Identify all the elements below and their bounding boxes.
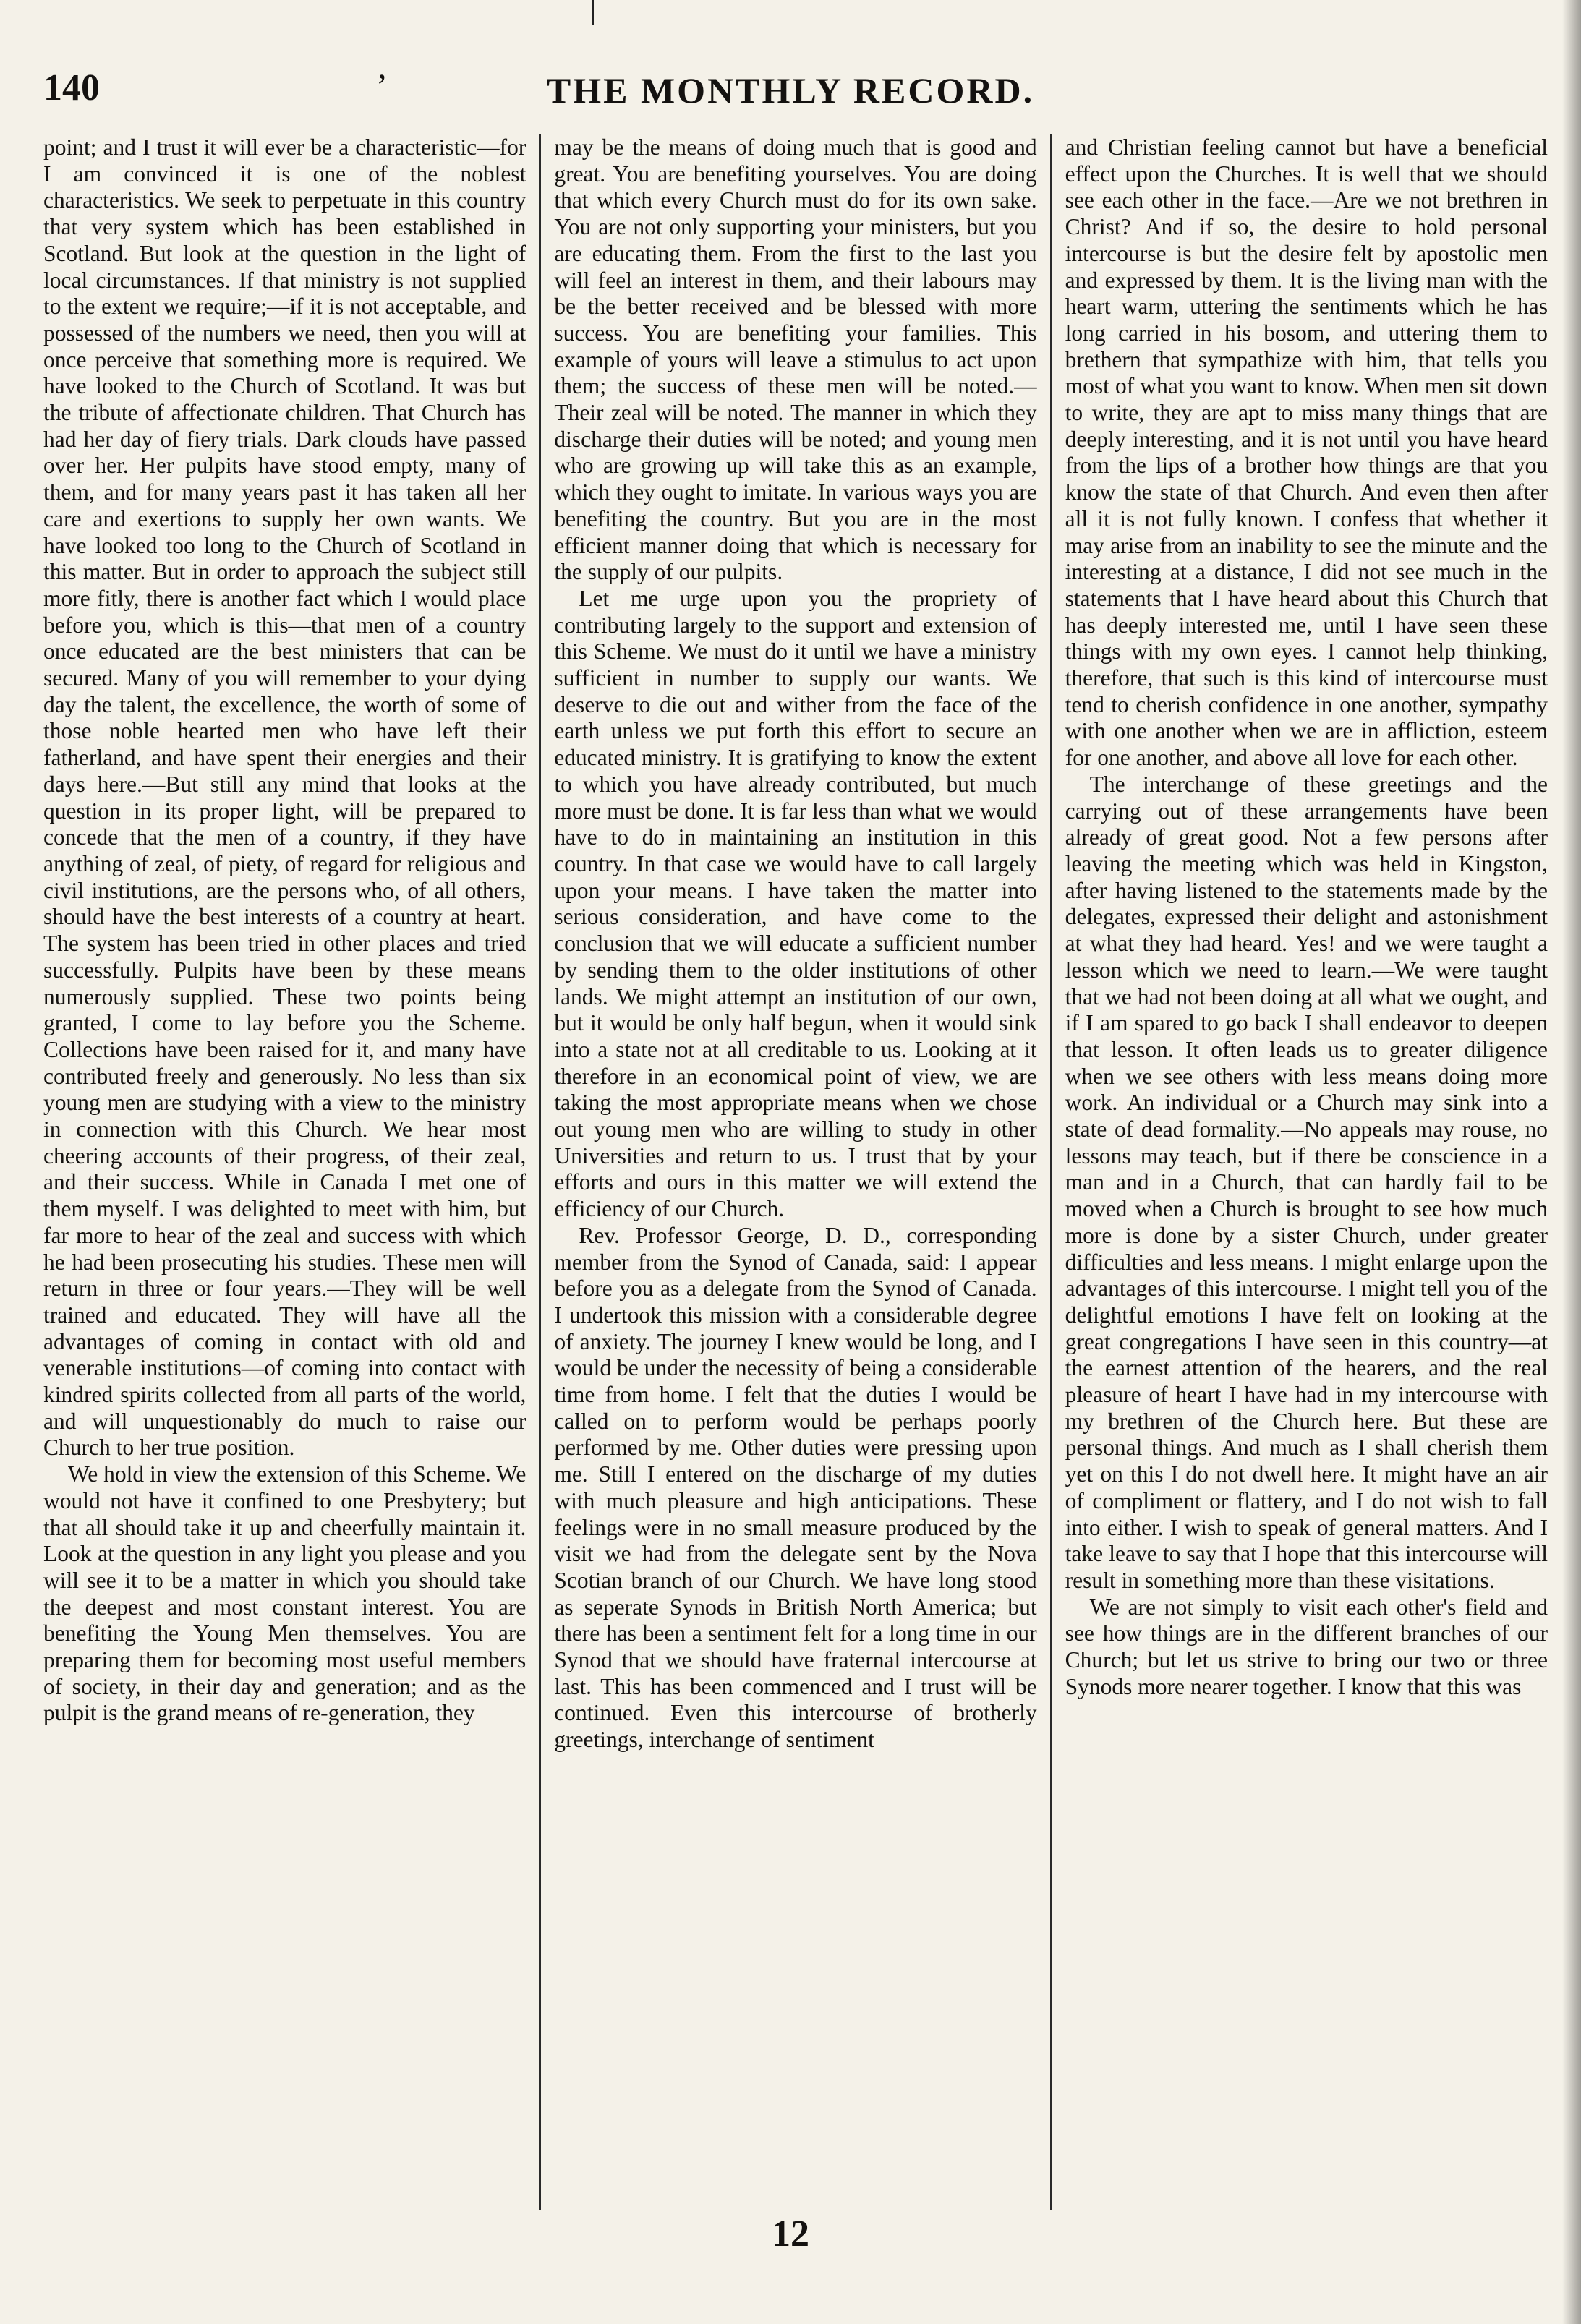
- paragraph: may be the means of doing much that is good and great. You are benefiting yourselves. You are doing that which every Church must do for its own sake. You are not only supporting your ministers, but you are educating them. From the first to the last you will feel an interest in them, and their labours may be the better received and be blessed with more success. You are benefiting your families. This example of yours will leave a stimulus to act upon them; the success of these men will be noted.—Their zeal will be noted. The manner in which they discharge their duties will be noted; and young men who are growing up will take this as an example, which they ought to imitate. In various ways you are benefiting the country. But you are in the most efficient manner doing that which is necessary for the supply of our pulpits.: [554, 134, 1037, 585]
- column-1: [43, 134, 526, 2210]
- paragraph: and Christian feeling cannot but have a beneficial effect upon the Churches. It is well that we should see each other in the face.—Are we not brethren in Christ? And if so, the desire to hold personal intercourse is but the desire felt by apostolic men and expressed by them. It is the living man with the heart warm, uttering the sentiments which he has long carried in his bosom, and uttering them to brethern that sympathize with him, that tells you most of what you want to know. When men sit down to write, they are apt to miss many things that are deeply interesting, and it is not until you have heard from the lips of a brother how things are that you know the state of that Church. And even then after all it is not fully known. I confess that whether it may arise from an inability to see the minute and the interesting at a distance, I did not see much in the statements that I have heard about this Church that has deeply interested me, until I have seen these things with my own eyes. I cannot help thinking, therefore, that such is this kind of intercourse must tend to cherish confidence in one another, sympathy with one another when we are in affliction, esteem for one another, and above all love for each other.: [1065, 134, 1548, 771]
- paragraph: point; and I trust it will ever be a characteristic—for I am convinced it is one of the noblest characteristics. We seek to perpetuate in this country that very system which has been established in Scotland. But look at the question in the light of local circumstances. If that ministry is not supplied to the extent we require;—if it is not acceptable, and possessed of the numbers we need, then you will at once perceive that something more is required. We have looked to the Church of Scotland. It was but the tribute of affectionate children. That Church has had her day of fiery trials. Dark clouds have passed over her. Her pulpits have stood empty, many of them, and for many years past it has taken all her care and exertions to supply her own wants. We have looked too long to the Church of Scotland in this matter. But in order to approach the subject still more fitly, there is another fact which I would place before you, which is this—that men of a country once educated are the best ministers that can be secured. Many of you will remember to your dying day the talent, the excellence, the worth of some of those noble hearted men who have left their fatherland, and have spent their energies and their days here.—But still any mind that looks at the question in its proper light, will be prepared to concede that the men of a country, if they have anything of zeal, of piety, of regard for religious and civil institutions, are the persons who, of all others, should have the best interests of a country at heart. The system has been tried in other places and tried successfully. Pulpits have been by these means numerously supplied. These two points being granted, I come to lay before you the Scheme. Collections have been raised for it, and many have contributed freely and generously. No less than six young men are studying with a view to the ministry in connection with this Church. We hear most cheering accounts of their progress, of their zeal, and their success. While in Canada I met one of them myself. I was delighted to meet with him, but far more to hear of the zeal and success with which he had been prosecuting his studies. These men will return in three or four years.—They will be well trained and educated. They will have all the advantages of coming in contact with old and venerable institutions—of coming into contact with kindred spirits collected from all parts of the world, and will unquestionably do much to raise our Church to her true position.: [43, 134, 527, 1461]
- column-2: [554, 134, 1036, 2210]
- page-edge-shadow: [1562, 0, 1581, 2324]
- paragraph: We are not simply to visit each other's field and see how things are in the different branches of our Church; but let us strive to bring our two or three Synods more nearer together. I know that this was: [1065, 1594, 1548, 1699]
- column-3: [1065, 134, 1548, 2210]
- column-divider: [1050, 134, 1052, 2210]
- paragraph: Let me urge upon you the propriety of contributing largely to the support and extension of this Scheme. We must do it until we have a ministry sufficient in number to supply our wants. We deserve to die out and wither from the face of the earth unless we put forth this effort to secure an educated ministry. It is gratifying to know the extent to which you have already contributed, but much more must be done. It is far less than what we would have to do in maintaining an institution in this country. In that case we would have to call largely upon your means. I have taken the matter into serious consideration, and have come to the conclusion that we will educate a sufficient number by sending them to the older institutions of other lands. We might attempt an institution of our own, but it would be only half begun, when it would sink into a state not at all creditable to us. Looking at it therefore in an economical point of view, we are taking the most appropriate means when we chose out young men who are willing to study in other Universities and return to us. I trust that by your efforts and ours in this matter we will extend the efficiency of our Church.: [554, 585, 1037, 1222]
- signature-mark: 12: [772, 2213, 809, 2255]
- column-divider: [539, 134, 541, 2210]
- page-header: [43, 67, 1538, 127]
- paragraph: We hold in view the extension of this Scheme. We would not have it confined to one Presbytery; but that all should take it up and cheerfully maintain it. Look at the question in any light you please and you will see it to be a matter in which you should take the deepest and most constant interest. You are benefiting the Young Men themselves. You are preparing them for becoming most useful members of society, in their day and generation; and as the pulpit is the grand means of re-generation, they: [43, 1461, 527, 1726]
- page-number: 140: [43, 67, 100, 108]
- header-mark: ’: [376, 67, 388, 106]
- paragraph: Rev. Professor George, D. D., corresponding member from the Synod of Canada, said: I appear before you as a delegate from the Synod of Canada. I undertook this mission with a considerable degree of anxiety. The journey I knew would be long, and I would be under the necessity of being a considerable time from home. I felt that the duties I would be called on to perform would be perhaps poorly performed by me. Other duties were pressing upon me. Still I entered on the discharge of my duties with much pleasure and high anticipations. These feelings were in no small measure produced by the visit we had from the delegate sent by the Nova Scotian branch of our Church. We have long stood as seperate Synods in British North America; but there has been a sentiment felt for a long time in our Synod that we should have fraternal intercourse at last. This has been commenced and I trust will be continued. Even this intercourse of brotherly greetings, interchange of sentiment: [554, 1222, 1037, 1753]
- paragraph: The interchange of these greetings and the carrying out of these arrangements have been already of great good. Not a few persons after leaving the meeting which was held in Kingston, after having listened to the statements made by the delegates, expressed their delight and astonishment at what they had heard. Yes! and we were taught a lesson which we need to learn.—We were taught that we had not been doing at all what we ought, and if I am spared to go back I shall endeavor to deepen that lesson. It often leads us to greater diligence when we see others with less means doing more work. An individual or a Church may sink into a state of dead formality.—No appeals may rouse, no lessons may teach, but if there be conscience in a man and in a Church, that can hardly fail to be moved when a Church is brought to see how much more is done by a sister Church, under greater difficulties and less means. I might enlarge upon the advantages of this intercourse. I might tell you of the delightful emotions I have felt on looking at the great congregations I have seen in this country—at the earnest attention of the hearers, and the real pleasure of heart I have had in my intercourse with my brethren of the Church here. But these are personal things. And much as I shall cherish them yet on this I do not dwell here. It might have an air of compliment or flattery, and I do not wish to fall into either. I wish to speak of general matters. And I take leave to say that I hope that this intercourse will result in something more than these visitations.: [1065, 771, 1548, 1593]
- printer-mark: [592, 0, 594, 25]
- running-title: THE MONTHLY RECORD.: [546, 70, 1035, 111]
- article-columns: [43, 134, 1548, 2210]
